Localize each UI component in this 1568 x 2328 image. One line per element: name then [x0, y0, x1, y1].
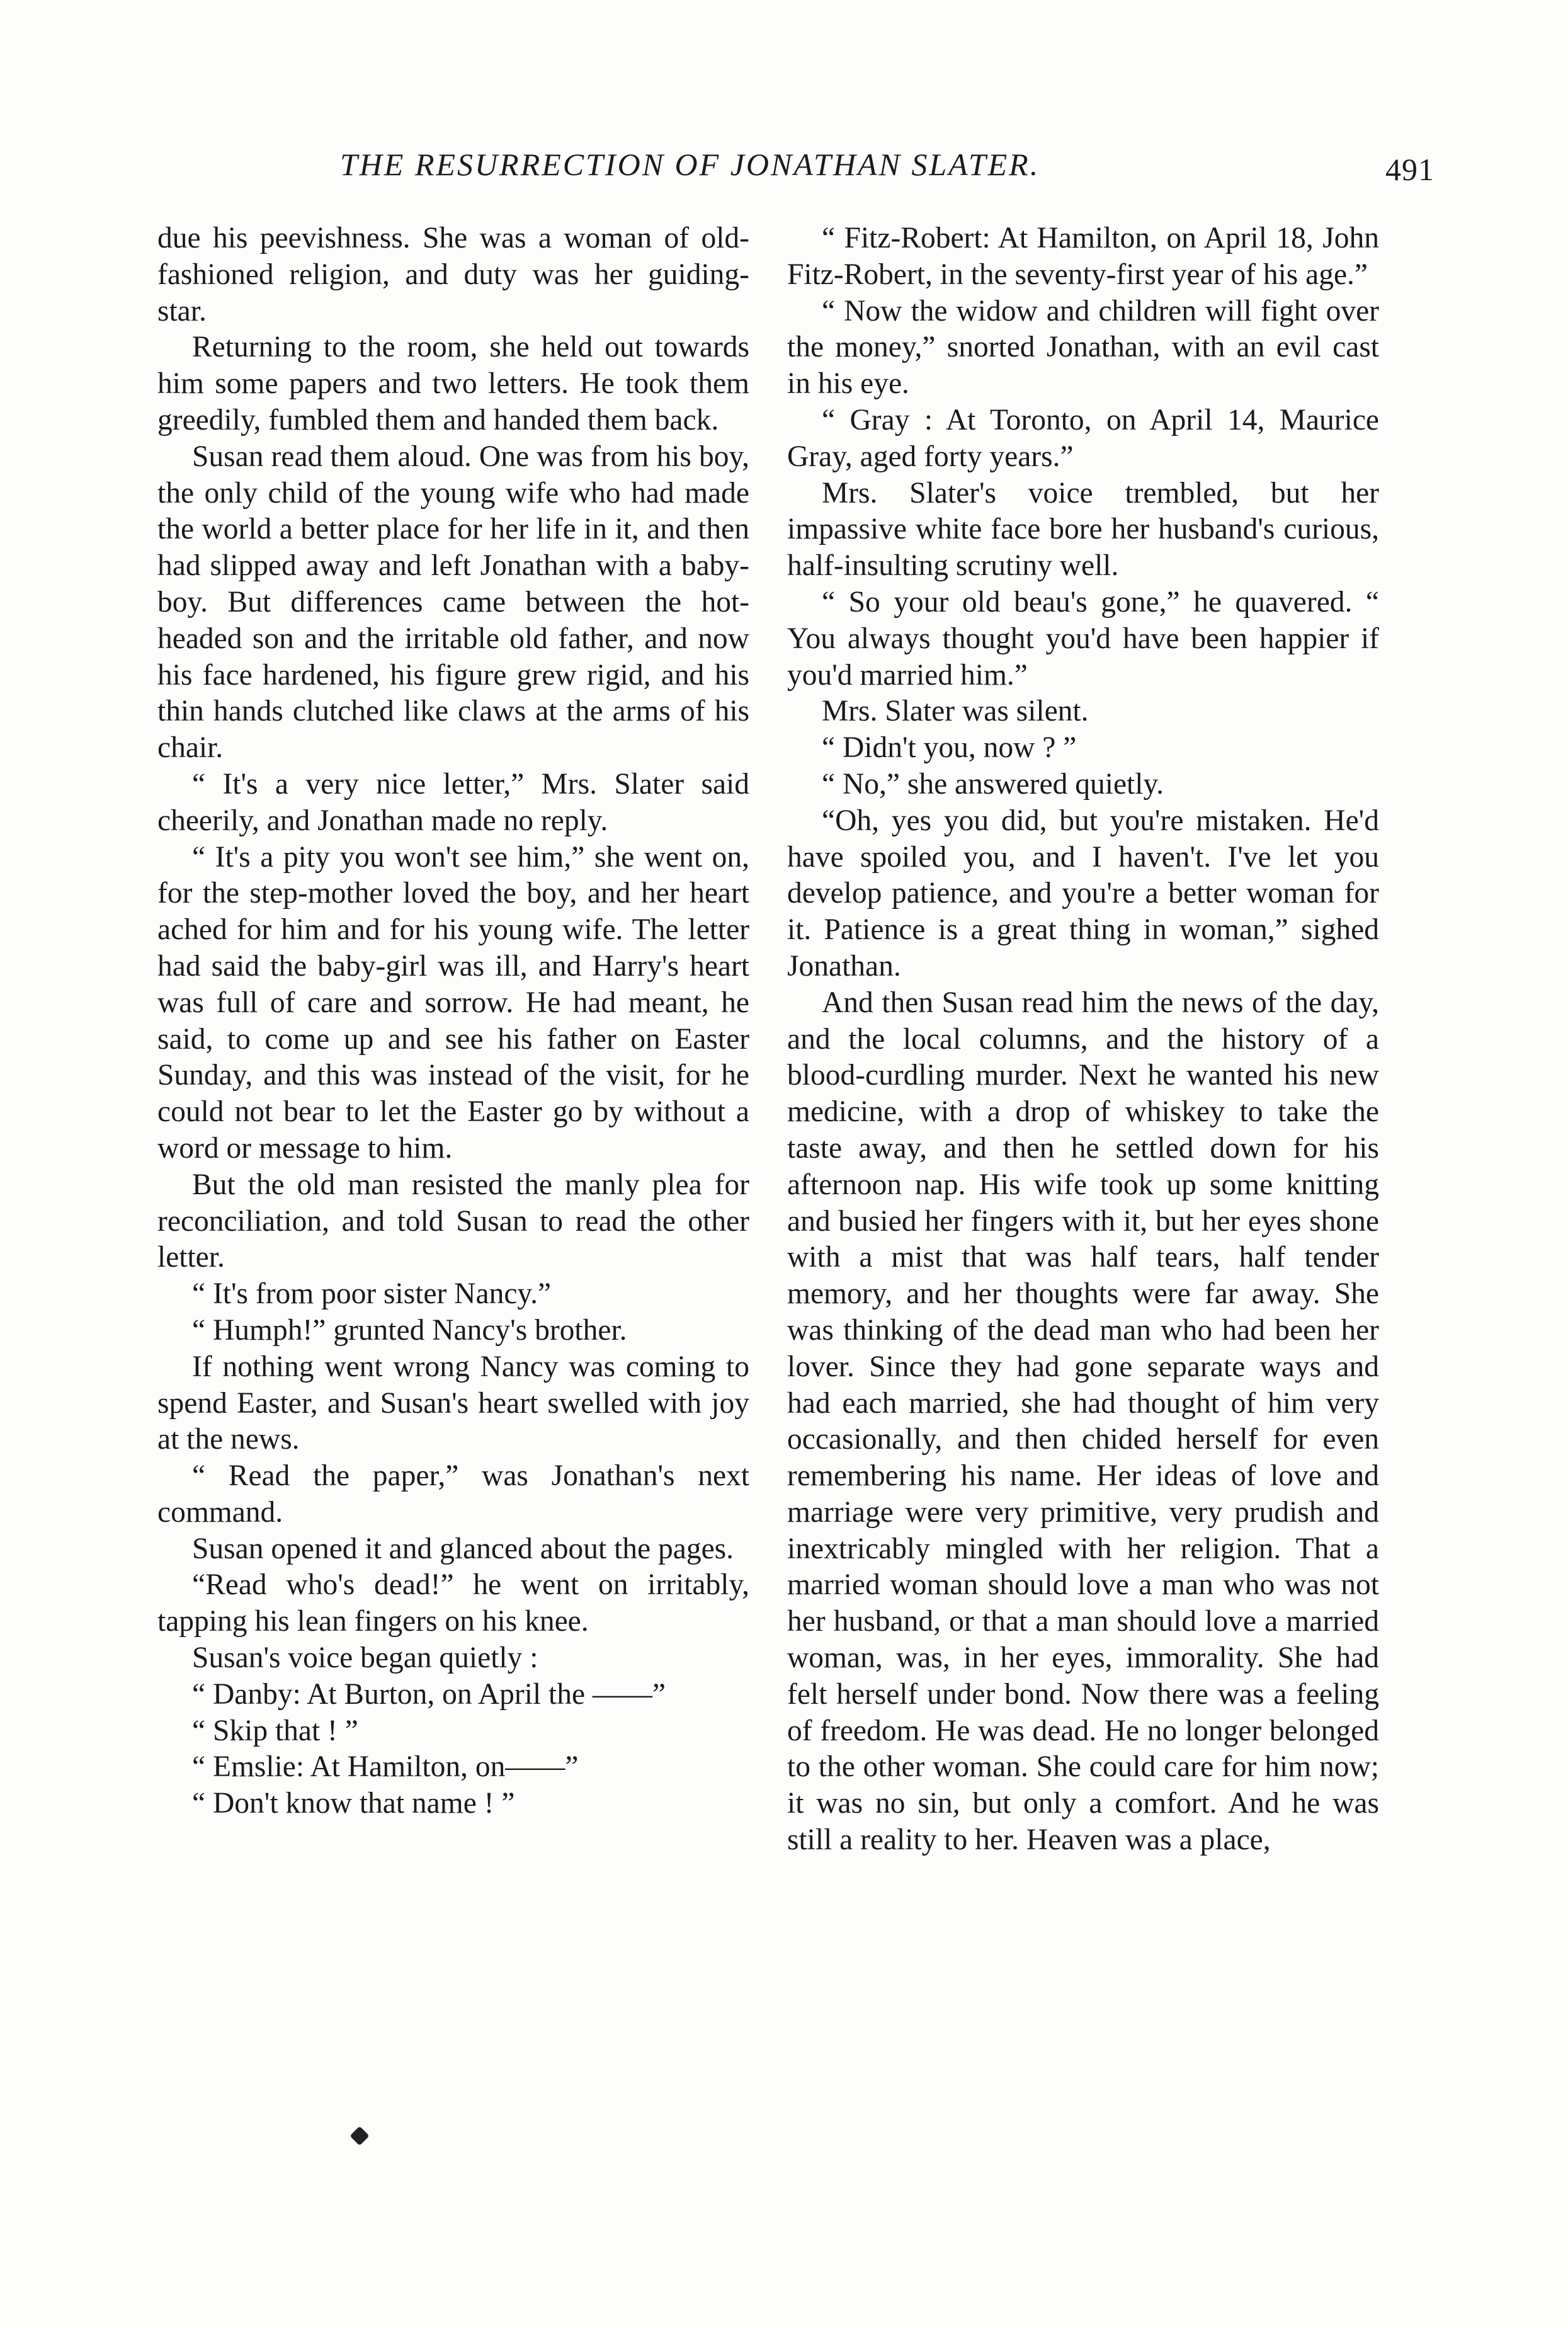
paragraph: “Oh, yes you did, but you're mistaken. He'd have spoiled you, and I haven't. I've let you develop patience, and you're a better woman for it. Patience is a great thing in woman,” sighed Jonathan.: [787, 804, 1379, 983]
paragraph: Susan read them aloud. One was from his boy, the only child of the young wife who had made the world a better place for her life in it, and then had slipped away and left Jonathan with a baby-boy. But differences came between the hot-headed son and the irritable old father, and now his face hardened, his figure grew rigid, and his thin hands clutched like claws at the arms of his chair.: [157, 440, 749, 765]
paragraph: “ It's from poor sister Nancy.”: [192, 1277, 552, 1311]
paragraph: “ Read the paper,” was Jonathan's next command.: [157, 1459, 749, 1529]
printer-ornament-icon: [349, 2126, 369, 2145]
paragraph: “ It's a very nice letter,” Mrs. Slater said cheerily, and Jonathan made no reply.: [157, 767, 749, 837]
paragraph: “ Humph!” grunted Nancy's brother.: [192, 1313, 627, 1347]
paragraph: Susan opened it and glanced about the pages.: [192, 1532, 734, 1565]
paragraph: “ Now the widow and children will fight over the money,” snorted Jonathan, with an evil cast in his eye.: [787, 294, 1379, 401]
paragraph: “ Danby: At Burton, on April the ——”: [192, 1677, 666, 1711]
paragraph: “ No,” she answered quietly.: [822, 767, 1164, 801]
paragraph: Susan's voice began quietly :: [192, 1641, 538, 1675]
paragraph: “ So your old beau's gone,” he quavered. “ You always thought you'd have been happier if you'd married him.”: [787, 585, 1379, 692]
paragraph: due his peevishness. She was a woman of old-fashioned religion, and duty was her guiding-star.: [157, 222, 749, 328]
paragraph: “ Emslie: At Hamilton, on——”: [192, 1750, 579, 1784]
paragraph: “ Fitz-Robert: At Hamilton, on April 18, John Fitz-Robert, in the seventy-first year of his age.”: [787, 222, 1379, 291]
paragraph: Mrs. Slater was silent.: [822, 695, 1089, 728]
paragraph: “ Didn't you, now ? ”: [822, 731, 1077, 765]
paragraph: “Read who's dead!” he went on irritably, tapping his lean fingers on his knee.: [157, 1568, 749, 1638]
paragraph: And then Susan read him the news of the day, and the local columns, and the history of a blood-curdling murder. Next he wanted his new medicine, with a drop of whiskey to take the taste away, and then he settled down for his afternoon nap. His wife took up some knitting and busied her fingers with it, but her eyes shone with a mist that was half tears, half tender memory, and her thoughts were far away. She was thinking of the dead man who had been her lover. Since they had gone separate ways and had each married, she had thought of him very occasionally, and then chided herself for even remembering his name. Her ideas of love and marriage were very primitive, very prudish and inextricably mingled with her religion. That a married woman should love a man who was not her husband, or that a man should love a married woman, was, in her eyes, immorality. She had felt herself under bond. Now there was a feeling of freedom. He was dead. He no longer belonged to the other woman. She could care for him now; it was no sin, but only a comfort. And he was still a reality to her. Heaven was a place,: [787, 986, 1379, 1857]
paragraph: Mrs. Slater's voice trembled, but her impassive white face bore her husband's curious, half-insulting scrutiny well.: [787, 476, 1379, 583]
paragraph: “ Skip that ! ”: [192, 1714, 358, 1747]
paragraph: If nothing went wrong Nancy was coming to spend Easter, and Susan's heart swelled with joy at the news.: [157, 1350, 749, 1456]
right-column: [787, 220, 1379, 1859]
paragraph: “ Gray : At Toronto, on April 14, Maurice Gray, aged forty years.”: [787, 403, 1379, 473]
left-column: [157, 220, 749, 1822]
paragraph: “ Don't know that name ! ”: [192, 1787, 515, 1820]
page-number: 491: [1385, 152, 1434, 187]
paragraph: Returning to the room, she held out towards him some papers and two letters. He took them greedily, fumbled them and handed them back.: [157, 331, 749, 437]
paragraph: But the old man resisted the manly plea for reconciliation, and told Susan to read the other letter.: [157, 1168, 749, 1274]
running-title: THE RESURRECTION OF JONATHAN SLATER.: [340, 147, 1040, 182]
paragraph: “ It's a pity you won't see him,” she went on, for the step-mother loved the boy, and her heart ached for him and for his young wife. The letter had said the baby-girl was ill, and Harry's heart was full of care and sorrow. He had meant, he said, to come up and see his father on Easter Sunday, and this was instead of the visit, for he could not bear to let the Easter go by without a word or message to him.: [157, 840, 749, 1165]
